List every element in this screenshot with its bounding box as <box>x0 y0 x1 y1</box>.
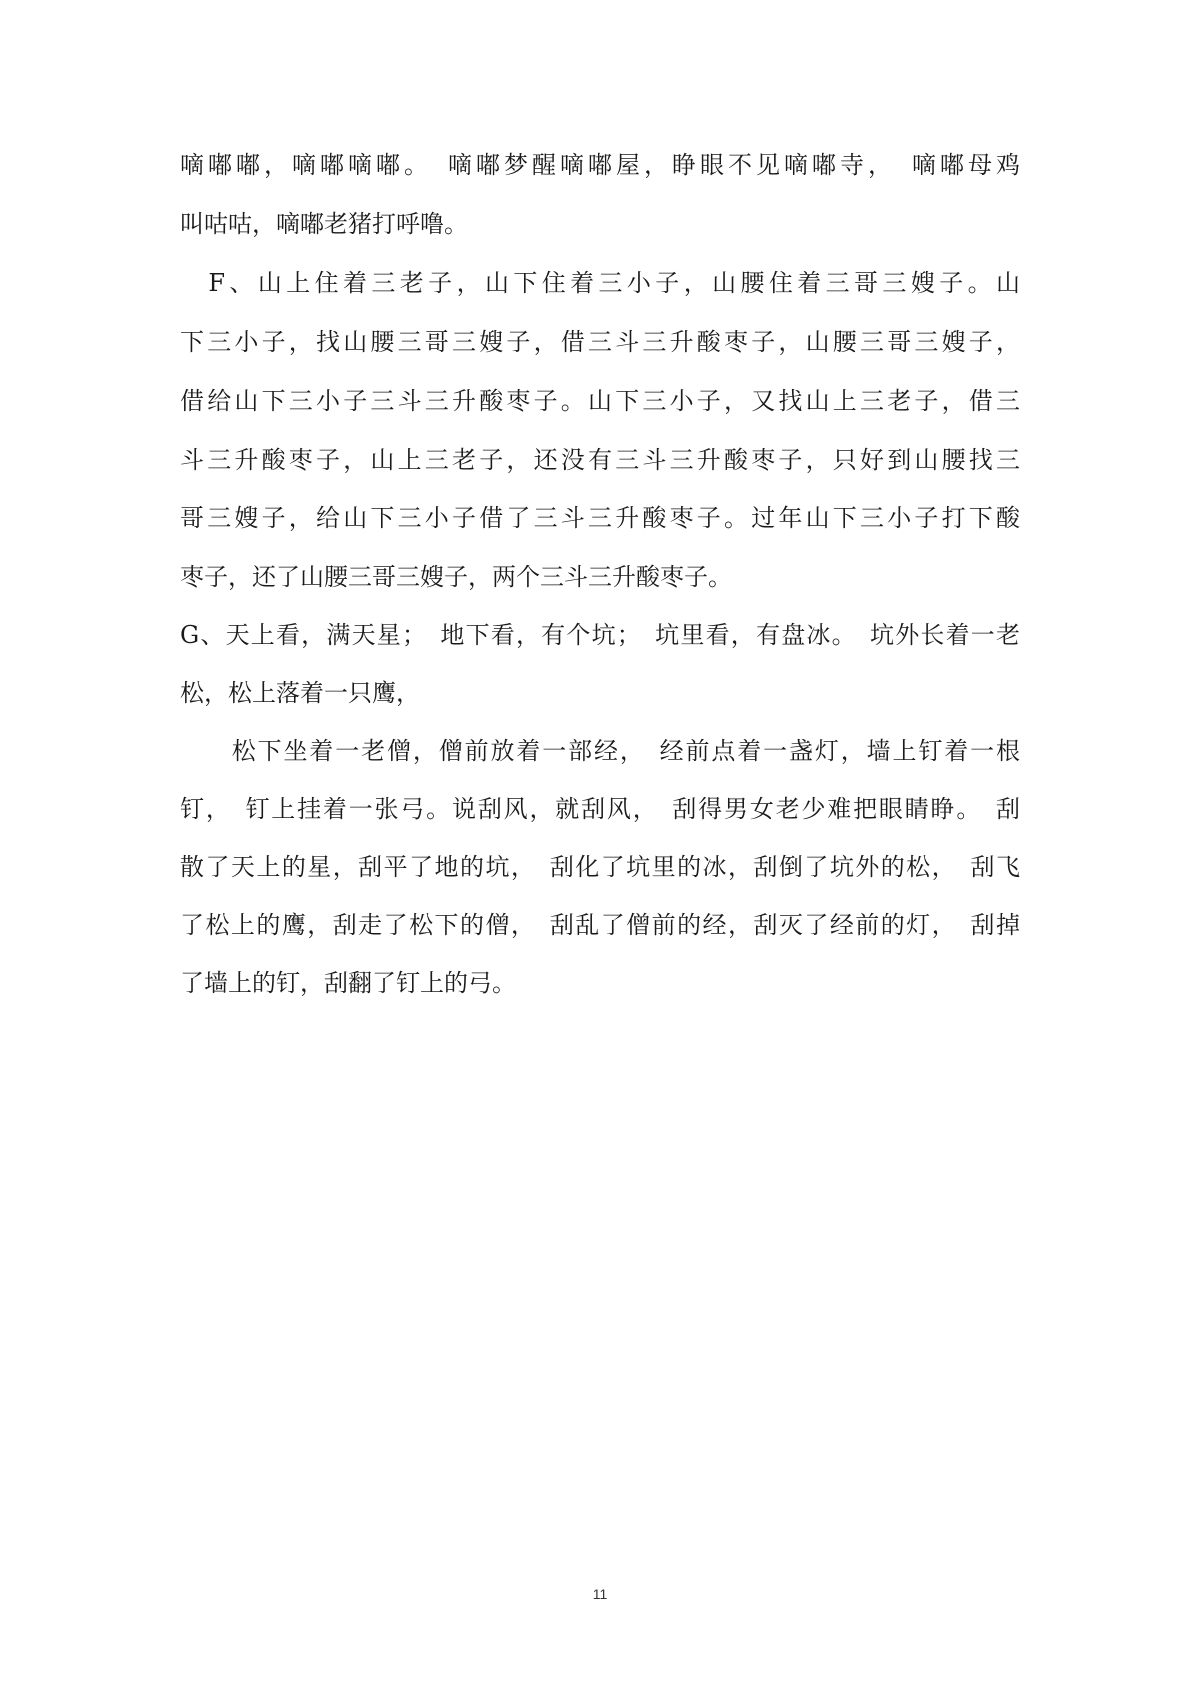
text-line: 斗三升酸枣子，山上三老子，还没有三斗三升酸枣子，只好到山腰找三 <box>180 446 1020 474</box>
text-line: 叫咕咕，嘀嘟老猪打呼噜。 <box>180 210 468 238</box>
text-line: 松，松上落着一只鹰， <box>180 679 420 707</box>
text-line: 借给山下三小子三斗三升酸枣子。山下三小子，又找山上三老子，借三 <box>180 387 1020 415</box>
page-number: 11 <box>592 1586 608 1602</box>
text-line: 钉， 钉上挂着一张弓。说刮风，就刮风， 刮得男女老少难把眼睛睁。 刮 <box>180 795 1020 823</box>
text-line: 散了天上的星，刮平了地的坑， 刮化了坑里的冰，刮倒了坑外的松， 刮飞 <box>180 853 1020 881</box>
text-line: 哥三嫂子，给山下三小子借了三斗三升酸枣子。过年山下三小子打下酸 <box>180 504 1020 532</box>
text-line: F、山上住着三老子，山下住着三小子，山腰住着三哥三嫂子。山 <box>180 269 1020 297</box>
text-line: 枣子，还了山腰三哥三嫂子，两个三斗三升酸枣子。 <box>180 563 732 591</box>
text-line: 了松上的鹰，刮走了松下的僧， 刮乱了僧前的经，刮灭了经前的灯， 刮掉 <box>180 911 1020 939</box>
text-line: 了墙上的钉，刮翻了钉上的弓。 <box>180 969 516 997</box>
text-line: 松下坐着一老僧，僧前放着一部经， 经前点着一盏灯，墙上钉着一根 <box>180 737 1020 765</box>
text-line: 下三小子，找山腰三哥三嫂子，借三斗三升酸枣子，山腰三哥三嫂子， <box>180 328 1020 356</box>
text-line: 嘀嘟嘟，嘀嘟嘀嘟。 嘀嘟梦醒嘀嘟屋，睁眼不见嘀嘟寺， 嘀嘟母鸡 <box>180 151 1020 179</box>
text-line: G、天上看，满天星； 地下看，有个坑； 坑里看，有盘冰。 坑外长着一老 <box>180 621 1020 649</box>
